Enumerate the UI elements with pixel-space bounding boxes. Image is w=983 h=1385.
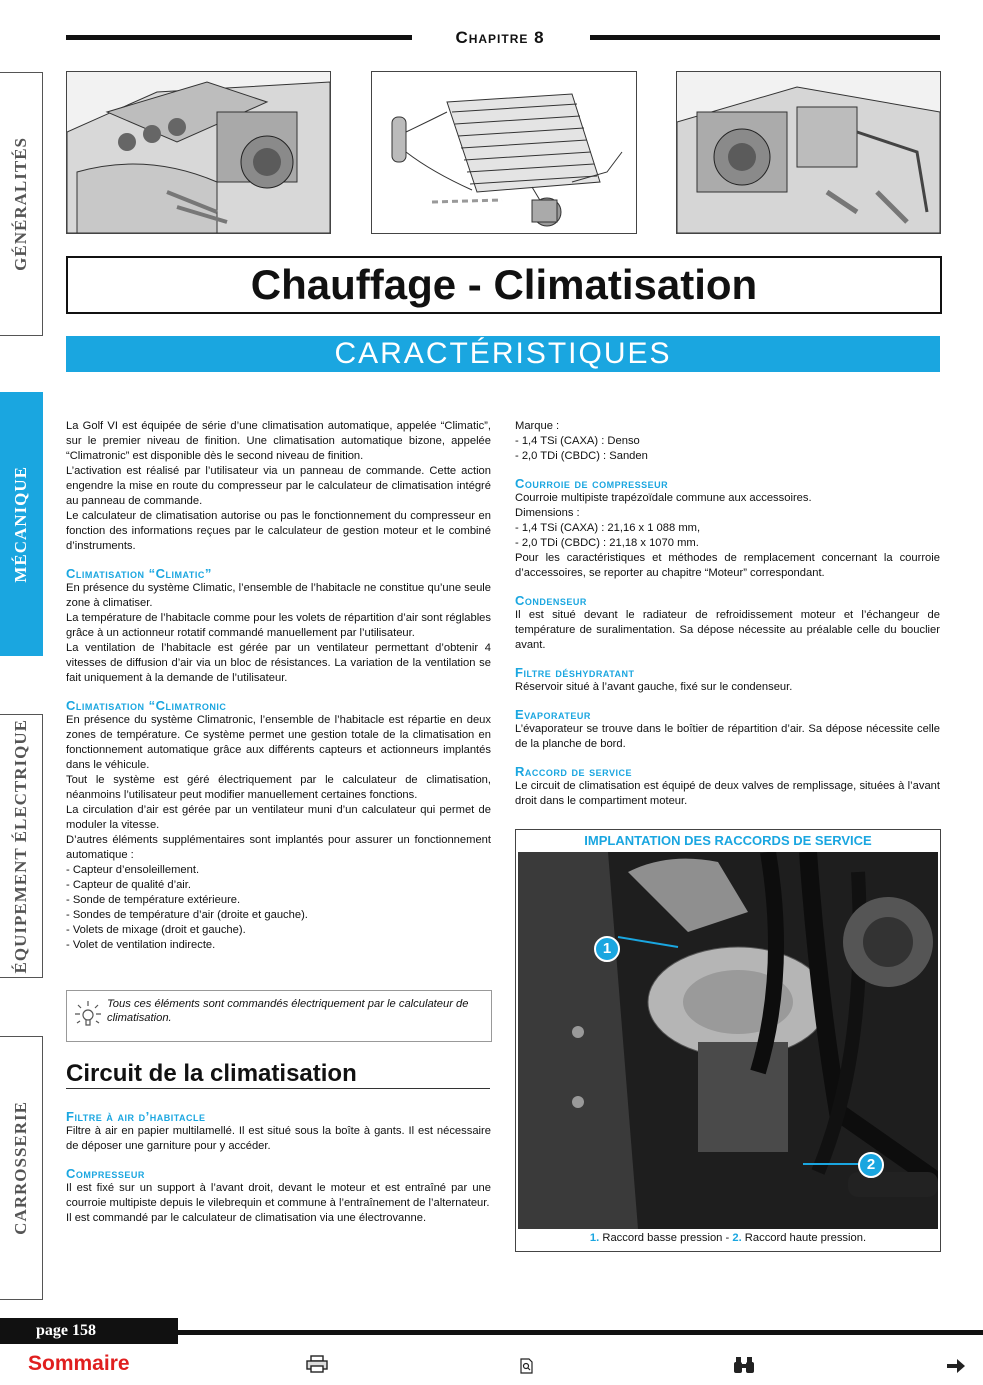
note-text: Tous ces éléments sont commandés électriquement par le calculateur de climatisation. xyxy=(107,998,469,1024)
circuit-heading: Circuit de la climatisation xyxy=(66,1060,490,1089)
footer-rule xyxy=(178,1330,983,1335)
sidebar-tab-label: GÉNÉRALITÉS xyxy=(11,137,30,271)
climatronic-paragraph: La circulation d’air est gérée par un ventilateur muni d’un calculateur qui permet de moduler la vitesse. xyxy=(66,804,491,831)
caption-text-1: Raccord basse pression - xyxy=(599,1232,733,1244)
condenseur-paragraph: Il est situé devant le radiateur de refroidissement moteur et l’échangeur de température de suralimentation. Sa dépose nécessite au préalable celle du bouclier avant. xyxy=(515,609,940,651)
illustration-condenser-circuit xyxy=(371,71,637,234)
illustration-dashboard-hvac xyxy=(66,71,331,234)
sidebar-tab-mecanique[interactable] xyxy=(0,392,43,656)
page-title: Chauffage - Climatisation xyxy=(250,261,758,308)
illustration-dashboard-airflow xyxy=(676,71,941,234)
courroie-line: - 1,4 TSi (CAXA) : 21,16 x 1 088 mm, xyxy=(515,522,701,534)
heading-climatronic: Climatisation “Climatronic xyxy=(66,698,227,713)
engine-bay-photo xyxy=(518,852,938,1229)
note-box xyxy=(66,990,492,1042)
list-item: - Volets de mixage (droit et gauche). xyxy=(66,924,246,936)
intro-paragraph: La Golf VI est équipée de série d’une climatisation automatique, appelée “Climatic”, sur le premier niveau de finition. Une climatisation automatique bizone, appelée “Climatronic” est disponible dès le second niveau de finition. xyxy=(66,420,491,462)
marque-line: Marque : xyxy=(515,420,560,432)
marker-2-label: 2 xyxy=(866,1156,876,1173)
sommaire-link[interactable]: Sommaire xyxy=(28,1352,130,1375)
filtre-paragraph: Filtre à air en papier multilamellé. Il est situé sous la boîte à gants. Il est nécessaire de déposer une garniture pour y accéder. xyxy=(66,1125,491,1152)
heading-courroie: Courroie de compresseur xyxy=(515,476,669,491)
heading-filtre-habitacle: Filtre à air d’habitacle xyxy=(66,1109,206,1124)
caption-text-2: Raccord haute pression. xyxy=(741,1232,867,1244)
climatic-paragraph: La ventilation de l’habitacle est gérée par un ventilateur permettant d’obtenir 4 vitesses de diffusion d’air via un bloc de résistances. La variation de la ventilation se fait uniquement à la demande de l’utilisateur. xyxy=(66,642,491,684)
courroie-line: - 2,0 TDi (CBDC) : 21,18 x 1070 mm. xyxy=(515,537,699,549)
list-item: - Capteur de qualité d’air. xyxy=(66,879,192,891)
climatic-paragraph: La température de l’habitacle comme pour les volets de répartition d’air sont réglables grâce à un actionneur rotatif commandé manuellement par l’utilisateur. xyxy=(66,612,491,639)
marker-1-label: 1 xyxy=(602,940,612,957)
arrow-right-icon[interactable] xyxy=(946,1358,966,1374)
intro-paragraph: Le calculateur de climatisation autorise ou pas le fonctionnement du compresseur en fonction des informations reçues par le calculateur de gestion moteur et le combiné d’instruments. xyxy=(66,510,491,552)
sidebar-tab-carrosserie[interactable] xyxy=(0,1036,43,1300)
sidebar-tab-generalites[interactable] xyxy=(0,72,43,336)
heading-climatic: Climatisation “Climatic” xyxy=(66,566,212,581)
caption-num-2: 2. xyxy=(732,1232,742,1244)
courroie-line: Dimensions : xyxy=(515,507,580,519)
list-item: - Capteur d’ensoleillement. xyxy=(66,864,200,876)
photo-caption xyxy=(516,1232,940,1244)
right-column xyxy=(515,419,940,809)
chapter-label: Chapitre 8 xyxy=(455,28,545,47)
heading-filtre-deshydratant: Filtre déshydratant xyxy=(515,665,635,680)
courroie-line: Pour les caractéristiques et méthodes de remplacement concernant la courroie d’accessoires, se reporter au chapitre “Moteur” correspondant. xyxy=(515,552,940,579)
marque-line: - 2,0 TDi (CBDC) : Sanden xyxy=(515,450,648,462)
zoom-page-icon[interactable] xyxy=(519,1358,535,1374)
list-item: - Volet de ventilation indirecte. xyxy=(66,939,216,951)
marker-1-badge xyxy=(594,936,620,962)
photo-figure xyxy=(515,829,941,1252)
marker-2-badge xyxy=(858,1152,884,1178)
intro-paragraph: L’activation est réalisé par l’utilisateur via un panneau de commande. Cette action engendre la mise en route du compresseur par le calculateur de climatisation intégré au panneau de commande. xyxy=(66,465,491,507)
sidebar-tab-label: ÉQUIPEMENT ÉLECTRIQUE xyxy=(11,718,30,974)
evaporateur-paragraph: L’évaporateur se trouve dans le boîtier de répartition d’air. Sa dépose nécessite celle de la planche de bord. xyxy=(515,723,940,750)
heading-raccord: Raccord de service xyxy=(515,764,632,779)
sidebar-tab-label: CARROSSERIE xyxy=(11,1101,30,1235)
heading-evaporateur: Evaporateur xyxy=(515,707,591,722)
page-title-box xyxy=(66,256,942,314)
raccord-paragraph: Le circuit de climatisation est équipé de deux valves de remplissage, situées à l’avant droit dans le compartiment moteur. xyxy=(515,780,940,807)
marque-line: - 1,4 TSi (CAXA) : Denso xyxy=(515,435,640,447)
sidebar-tab-label: MÉCANIQUE xyxy=(11,465,30,583)
left-column xyxy=(66,419,491,953)
climatronic-paragraph: D’autres éléments supplémentaires sont implantés pour assurer un fonctionnement automatique : xyxy=(66,834,491,861)
section-band: CARACTÉRISTIQUES xyxy=(66,336,940,372)
page-number: page 158 xyxy=(0,1318,178,1344)
heading-compresseur: Compresseur xyxy=(66,1166,145,1181)
sidebar-tab-equipement-electrique[interactable] xyxy=(0,714,43,978)
list-item: - Sondes de température d’air (droite et gauche). xyxy=(66,909,308,921)
left-column-lower xyxy=(66,1097,491,1226)
header-rule-right xyxy=(590,35,940,40)
printer-icon[interactable] xyxy=(306,1355,328,1373)
courroie-line: Courroie multipiste trapézoïdale commune aux accessoires. xyxy=(515,492,812,504)
photo-title: IMPLANTATION DES RACCORDS DE SERVICE xyxy=(584,833,872,848)
compresseur-paragraph: Il est fixé sur un support à l’avant droit, devant le moteur et est entraîné par une courroie multipiste depuis le vilebrequin et commune à l’entraînement de l’alternateur. xyxy=(66,1182,491,1209)
filtre-deshydratant-paragraph: Réservoir situé à l’avant gauche, fixé sur le condenseur. xyxy=(515,681,793,693)
climatronic-paragraph: En présence du système Climatronic, l’ensemble de l’habitacle est répartie en deux zones de température. Ce système permet une gestion totale de la climatisation en fonctionnement automatique grâce aux différents capteurs et actionneurs implantés dans le véhicule. xyxy=(66,714,491,771)
caption-num-1: 1. xyxy=(589,1232,600,1244)
header-rule-left xyxy=(66,35,412,40)
compresseur-paragraph: Il est commandé par le calculateur de climatisation via une électrovanne. xyxy=(66,1212,427,1224)
lightbulb-icon xyxy=(73,997,103,1031)
binoculars-icon[interactable] xyxy=(732,1356,756,1374)
climatic-paragraph: En présence du système Climatic, l’ensemble de l’habitacle ne constitue qu’une seule zone à climatiser. xyxy=(66,582,491,609)
heading-condenseur: Condenseur xyxy=(515,593,587,608)
climatronic-paragraph: Tout le système est géré électriquement par le calculateur de climatisation, néanmoins l’utilisateur peut modifier manuellement certaines fonctions. xyxy=(66,774,491,801)
list-item: - Sonde de température extérieure. xyxy=(66,894,241,906)
